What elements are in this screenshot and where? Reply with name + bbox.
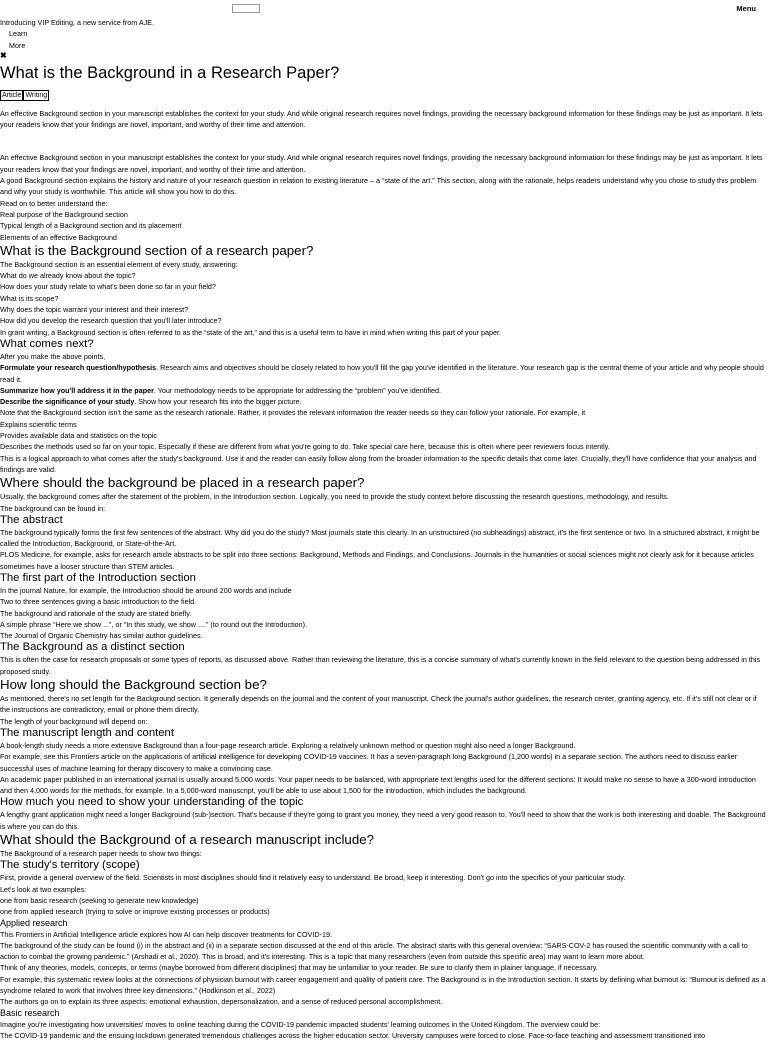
list-item-bold: Summarize how you'll address it in the paper	[0, 385, 154, 395]
subsection-heading: What comes next?	[0, 337, 94, 350]
list-item: The background and rationale of the study are stated briefly.	[0, 608, 192, 618]
list-item	[0, 396, 768, 407]
promo-link-learn[interactable]: Learn	[9, 29, 28, 39]
paragraph: The background can be found in:	[0, 503, 106, 513]
subsection-heading: The abstract	[0, 513, 63, 526]
tag-article[interactable]: Article	[2, 91, 22, 99]
list-item-text: . Your methodology needs to be appropriate for addressing the “problem” you've identified.	[153, 385, 441, 395]
section-heading: What is the Background section of a research paper?	[0, 242, 314, 258]
paragraph: First, provide a general overview of the field. Scientists in most disciplines should find it relatively easy to understand. Be broad, keep it interesting. Don't go into the specifics of your particular study.	[0, 873, 626, 883]
paragraph: Let's look at two examples:	[0, 884, 87, 894]
paragraph: The length of your background will depend on:	[0, 716, 148, 726]
tag-writing[interactable]: Writing	[25, 91, 48, 99]
list-item: one from basic research (seeking to generate new knowledge)	[0, 895, 199, 905]
paragraph: This is a logical approach to what comes after the study's background. Use it and the reader can easily follow along from the broader information to the specific details that come later. Crucially, they'll have confidence that your analysis and findings are valid.	[0, 453, 757, 474]
paragraph: This Frontiers in Artificial Intelligence article explores how AI can help discover treatments for COVID-19.	[0, 929, 332, 939]
list-item-text: . Research aims and objectives should be closely related to how you'll fill the gap you've identified in the literature. Your research gap is the central theme of your article and why people should read it.	[0, 363, 764, 384]
paragraph: In grant writing, a Background section is often referred to as the “state of the art,” and this is a useful term to have in mind when writing this part of your paper.	[0, 327, 501, 337]
promo-banner	[0, 17, 768, 61]
toc-item[interactable]: Elements of an effective Background	[0, 232, 117, 242]
list-item: The Journal of Organic Chemistry has similar author guidelines.	[0, 631, 203, 641]
section-heading: How long should the Background section be?	[0, 677, 267, 693]
list-item	[0, 385, 768, 396]
paragraph: The Background section is an essential element of every study, answering:	[0, 259, 238, 269]
list-item: What is its scope?	[0, 293, 59, 303]
paragraph: The authors go on to explain its three aspects: emotional exhaustion, depersonalization, and a sense of reduced personal accomplishment.	[0, 997, 443, 1007]
intro-summary: An effective Background section in your manuscript establishes the context for your study. And while original research requires novel findings, providing the necessary background information for these findings may be just as important. It lets your readers know that your findings are novel, important, and worthy of their time and attention.	[0, 108, 763, 130]
paragraph: The background typically forms the first few sentences of the abstract. Why did you do the study? Most journals state this clearly. In an unstructured (no subheadings) abstract, it's the first sentence or two. In a structured abstract, it might be called the Introduction, Background, or State-of-the-Art.	[0, 527, 760, 549]
list-item: In the journal Nature, for example, the Introduction should be around 200 words and include	[0, 585, 292, 595]
list-item: Two to three sentences giving a basic introduction to the field.	[0, 597, 197, 607]
paragraph: For example, see this Frontiers article on the applications of artificial intelligence for developing COVID-19 vaccines. It has a seven-paragraph long Background (1,200 words) in a separate section. The authors need to discuss earlier successful uses of machine learning for therapy discovery to make a convincing case.	[0, 752, 737, 773]
paragraph: Imagine you're investigating how universities' moves to online teaching during the COVID-19 pandemic impacted students' learning outcomes in the United Kingdom. The overview could be:	[0, 1019, 601, 1029]
list-item: What do we already know about the topic?	[0, 271, 136, 281]
list-item	[0, 362, 768, 385]
list-item: Why does the topic warrant your interest and their interest?	[0, 305, 189, 315]
menu-button[interactable]: Menu	[736, 4, 756, 13]
list-item: one from applied research (trying to solve or improve existing processes or products)	[0, 907, 270, 917]
close-icon[interactable]: ✖	[0, 50, 7, 60]
list-item: Describes the methods used so far on your topic. Especially if these are different from what you're going to do. Take special care here, because this is often where peer reviewers focus intently.	[0, 442, 610, 452]
list-item: How does your study relate to what's been done so far in your field?	[0, 282, 216, 292]
paragraph: After you make the above points,	[0, 351, 106, 361]
paragraph: As mentioned, there's no set length for the Background section. It generally depends on the journal and the content of your manuscript. Check the journal's author guidelines, the research center, granting agency, etc. If it's still not clear or if the instructions are contradictory, email or phone them directly.	[0, 694, 757, 715]
minor-heading: Applied research	[0, 917, 68, 928]
toc-item[interactable]: Typical length of a Background section and its placement	[0, 221, 182, 231]
list-item-bold: Formulate your research question/hypothesis	[0, 363, 157, 373]
list-item: A simple phrase “Here we show ...”, or “In this study, we show ....” (to round out the Introduction).	[0, 619, 308, 629]
paragraph: Usually, the background comes after the statement of the problem, in the Introduction section. Logically, you need to provide the study context before discussing the research questions, methodology, and results.	[0, 492, 669, 502]
paragraph: A good Background section explains the history and nature of your research question in relation to existing literature – a “state of the art.” This section, along with the rationale, helps readers understand why you chose to study this problem and why your study is worthwhile. This article will show you how to do this.	[0, 176, 757, 197]
page-title: What is the Background in a Research Paper?	[0, 63, 340, 82]
section-heading: Where should the background be placed in a research paper?	[0, 475, 365, 491]
paragraph: For example, this systematic review looks at the connections of physician burnout with career engagement and quality of patient care. The Background is in the Introduction section. It starts by defining what burnout is: “Burnout is defined as a syndrome related to work that involves three key dimensions.” (Hodkinson et al., 2022)	[0, 974, 766, 995]
subsection-heading: The manuscript length and content	[0, 726, 174, 739]
paragraph: Think of any theories, models, concepts, or terms (maybe borrowed from different disciplines) that may be unfamiliar to your reader. Be sure to clarify them in plainer language, if necessary.	[0, 963, 598, 973]
list-item: How did you develop the research question that you'll later introduce?	[0, 316, 222, 326]
subsection-heading: The study's territory (scope)	[0, 859, 140, 872]
subsection-heading: The first part of the Introduction section	[0, 571, 196, 584]
list-item-bold: Describe the significance of your study	[0, 397, 135, 407]
paragraph: The background of the study can be found (i) in the abstract and (ii) in a separate section discussed at the end of this article. The abstract starts with this general overview: “SARS-COV-2 has roused the scientific community with a call to action to combat the growing pandemic.” (Arshadi et al., 2020). This is broad, and it's interesting. This is a topic that many researchers (even from outside this specific area) may want to learn more about.	[0, 940, 748, 962]
paragraph: The COVID-19 pandemic and the ensuing lockdown generated tremendous challenges across the higher education sector. University campuses were forced to close. Face-to-face teaching and assessment transitioned into	[0, 1030, 706, 1040]
subsection-heading: The Background as a distinct section	[0, 641, 185, 654]
toc-item[interactable]: Real purpose of the Background section	[0, 209, 128, 219]
paragraph: Note that the Background section isn't the same as the research rationale. Rather, it provides the relevant information the reader needs so they can follow your rationale. For example, it	[0, 408, 586, 418]
paragraph: Read on to better understand the:	[0, 198, 108, 208]
promo-links	[0, 28, 768, 51]
subsection-heading: How much you need to show your understanding of the topic	[0, 796, 304, 809]
search-input[interactable]	[232, 4, 260, 13]
intro-paragraph: An effective Background section in your manuscript establishes the context for your study. And while original research requires novel findings, providing the necessary background information for these findings may be just as important. It lets your readers know that your findings are novel, important, and worthy of their time and attention.	[0, 153, 763, 174]
paragraph: An academic paper published in an international journal is usually around 5,000 words. Your paper needs to be balanced, with appropriate text lengths used for the different sections: It would make no sense to have a 300-word introduction and then 4,000 words for the methods, for example. In a 5,000-word manuscript, you'll be able to use about 1,500 for the introduction, which includes the background.	[0, 774, 756, 796]
minor-heading: Basic research	[0, 1007, 60, 1018]
list-item-text: . Show how your research fits into the bigger picture.	[134, 397, 302, 407]
paragraph: The Background of a research paper needs to show two things:	[0, 849, 202, 859]
tag-list	[0, 90, 768, 101]
section-heading: What should the Background of a research manuscript include?	[0, 832, 375, 848]
paragraph: A lengthy grant application might need a longer Background (sub-)section. That's because if they're going to grant you money, they need a very good reason to. You'll need to show that the work is both interesting and doable. The Background is where you can do this.	[0, 810, 766, 831]
list-item: Explains scientific terms	[0, 419, 77, 429]
list-item: Provides available data and statistics on the topic	[0, 431, 158, 441]
promo-text: Introducing VIP Editing, a new service from AJE.	[0, 18, 155, 27]
paragraph: A book-length study needs a more extensive Background than a four-page research article. Exploring a relatively unknown method or question might also need a longer Background.	[0, 740, 576, 750]
paragraph: PLOS Medicine, for example, asks for research article abstracts to be split into three sections: Background, Methods and Findings, and Conclusions. Journals in the humanities or social sciences might not clearly ask for it because articles sometimes have a looser structure than STEM articles.	[0, 550, 754, 571]
paragraph: This is often the case for research proposals or some types of reports, as discussed above. Rather than reviewing the literature, this is a concise summary of what's currently known in the field relevant to the question being addressed in this proposed study.	[0, 655, 761, 676]
promo-link-more[interactable]: More	[9, 40, 26, 50]
top-bar	[0, 0, 768, 16]
